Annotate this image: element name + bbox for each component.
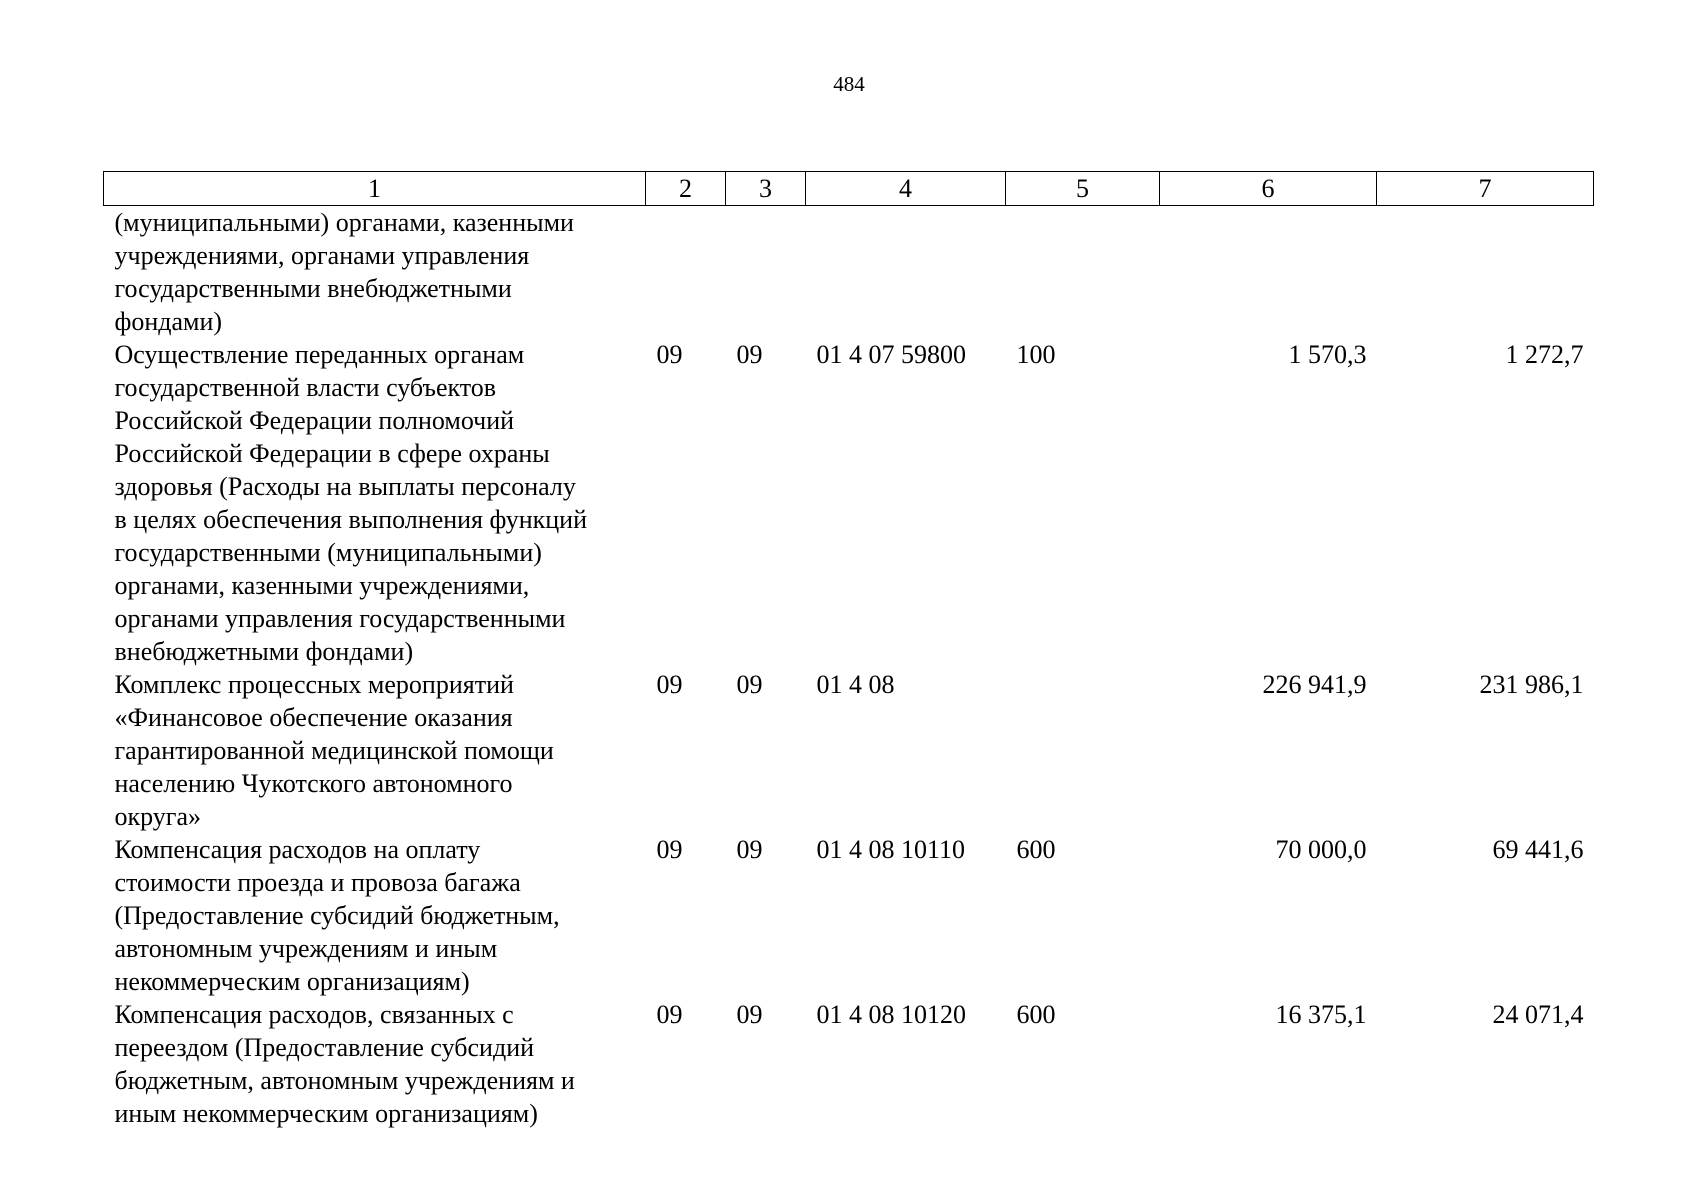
column-header-3: 3: [726, 172, 806, 206]
row-amount-2: 1 272,7: [1505, 340, 1584, 369]
row-amount-2: 69 441,6: [1492, 835, 1584, 864]
row-target-article: 01 4 07 59800: [816, 340, 966, 369]
row-subsection: 09: [736, 1000, 763, 1029]
table-row: [104, 206, 1594, 339]
row-amount-1: 1 570,3: [1288, 340, 1367, 369]
column-header-5: 5: [1006, 172, 1160, 206]
column-header-2: 2: [646, 172, 726, 206]
row-amount-1: 70 000,0: [1275, 835, 1367, 864]
row-expense-type: 600: [1016, 835, 1056, 864]
row-amount-2: [1377, 206, 1594, 339]
table-row: [104, 338, 1594, 668]
row-section: 09: [656, 670, 683, 699]
row-subsection: 09: [736, 340, 763, 369]
budget-table: [103, 171, 1594, 1130]
row-name: (муниципальными) органами, казенными учреждениями, органами управления государственными внебюджетными фондами): [114, 208, 574, 336]
table-header: [104, 172, 1594, 206]
row-expense-type: 600: [1016, 1000, 1056, 1029]
page-number: 484: [833, 72, 865, 96]
table-row: [104, 833, 1594, 998]
column-header-7: 7: [1377, 172, 1594, 206]
row-target-article: [806, 206, 1006, 339]
column-header-1: 1: [104, 172, 646, 206]
table-row: [104, 668, 1594, 833]
row-amount-1: 16 375,1: [1275, 1000, 1367, 1029]
row-expense-type: [1006, 206, 1160, 339]
row-section: [646, 206, 726, 339]
row-name: Компенсация расходов, связанных с переездом (Предоставление субсидий бюджетным, автономным учреждениям и иным некоммерческим организациям): [114, 1000, 575, 1128]
row-target-article: 01 4 08: [816, 670, 895, 699]
row-amount-2: 231 986,1: [1479, 670, 1584, 699]
row-target-article: 01 4 08 10120: [816, 1000, 966, 1029]
row-section: 09: [656, 340, 683, 369]
row-expense-type: [1006, 668, 1160, 833]
table-row: [104, 998, 1594, 1130]
row-subsection: 09: [736, 670, 763, 699]
row-subsection: [726, 206, 806, 339]
row-section: 09: [656, 1000, 683, 1029]
row-expense-type: 100: [1016, 340, 1056, 369]
row-amount-1: [1160, 206, 1377, 339]
row-amount-1: 226 941,9: [1262, 670, 1367, 699]
row-name: Осуществление переданных органам государственной власти субъектов Российской Федерации полномочий Российской Федерации в сфере охраны здоровья (Расходы на выплаты персоналу в целях обеспечения выполнения функций государственными (муниципальными) органами, казенными учреждениями, органами управления государственными внебюджетными фондами): [114, 340, 588, 666]
column-header-6: 6: [1160, 172, 1377, 206]
row-section: 09: [656, 835, 683, 864]
header-row: [104, 172, 1594, 206]
row-target-article: 01 4 08 10110: [816, 835, 966, 864]
row-amount-2: 24 071,4: [1492, 1000, 1584, 1029]
row-name: Компенсация расходов на оплату стоимости проезда и провоза багажа (Предоставление субсидий бюджетным, автономным учреждениям и иным некоммерческим организациям): [114, 835, 560, 996]
column-header-4: 4: [806, 172, 1006, 206]
row-subsection: 09: [736, 835, 763, 864]
table-body: [104, 206, 1594, 1131]
row-name: Комплекс процессных мероприятий «Финансовое обеспечение оказания гарантированной медицинской помощи населению Чукотского автономного округа»: [114, 670, 554, 831]
